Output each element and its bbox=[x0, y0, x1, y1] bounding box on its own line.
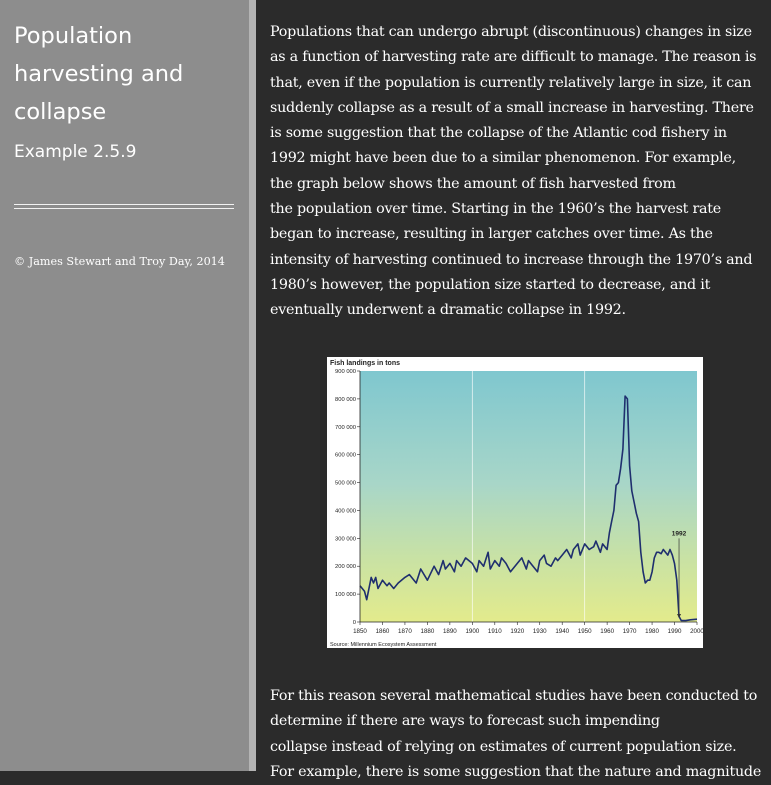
fish-landings-chart bbox=[327, 357, 703, 648]
y-tick-label: 500 000 bbox=[335, 480, 356, 487]
example-subtitle: Example 2.5.9 bbox=[14, 142, 137, 162]
intro-paragraph bbox=[270, 20, 762, 324]
paragraph-line: that, even if the population is currently relatively large in size, it can bbox=[270, 74, 752, 91]
x-tick-label: 1900 bbox=[465, 628, 480, 635]
y-tick-label: 700 000 bbox=[335, 424, 356, 431]
x-tick-label: 1850 bbox=[353, 628, 367, 635]
paragraph-line: 1992 might have been due to a similar phenomenon. For example, bbox=[270, 150, 736, 167]
paragraph-line: the population over time. Starting in the 1960’s the harvest rate bbox=[270, 201, 722, 218]
page-title bbox=[14, 17, 244, 131]
paragraph-line: is some suggestion that the collapse of the Atlantic cod fishery in bbox=[270, 125, 727, 142]
y-tick-label: 0 bbox=[352, 620, 356, 626]
paragraph-line: For example, there is some suggestion that the nature and magnitude bbox=[270, 763, 762, 780]
main-content[interactable] bbox=[256, 0, 771, 780]
x-tick-label: 1940 bbox=[555, 628, 570, 635]
x-tick-label: 1930 bbox=[532, 628, 547, 635]
x-tick-label: 1980 bbox=[645, 628, 659, 635]
x-tick-label: 1880 bbox=[420, 628, 435, 635]
paragraph-line: as a function of harvesting rate are difficult to manage. The reason is bbox=[270, 49, 757, 66]
paragraph-line: intensity of harvesting continued to increase through the 1970’s and bbox=[270, 251, 753, 268]
y-tick-label: 300 000 bbox=[335, 536, 356, 543]
x-tick-label: 1950 bbox=[577, 628, 592, 635]
title-line-2: harvesting and bbox=[14, 61, 184, 87]
copyright-notice: © James Stewart and Troy Day, 2014 bbox=[14, 255, 225, 268]
x-tick-label: 1870 bbox=[398, 628, 412, 635]
paragraph-line: determine if there are ways to forecast such impending bbox=[270, 713, 660, 730]
paragraph-line: the graph below shows the amount of fish harvested from bbox=[270, 175, 676, 192]
x-tick-label: 2000 bbox=[690, 628, 704, 635]
paragraph-line: collapse instead of relying on estimates of current population size. bbox=[270, 738, 737, 755]
paragraph-line: 1980’s however, the population size started to decrease, and it bbox=[270, 276, 711, 293]
paragraph-line: Populations that can undergo abrupt (discontinuous) changes in size bbox=[270, 24, 752, 40]
y-tick-label: 400 000 bbox=[335, 508, 356, 515]
plot-background bbox=[360, 371, 697, 622]
x-tick-label: 1960 bbox=[600, 628, 615, 635]
y-tick-label: 600 000 bbox=[335, 452, 356, 459]
x-tick-label: 1910 bbox=[487, 628, 502, 635]
second-paragraph bbox=[270, 684, 762, 785]
paragraph-line: suddenly collapse as a result of a small increase in harvesting. There bbox=[270, 99, 754, 116]
chart-title: Fish landings in tons bbox=[330, 360, 400, 367]
x-tick-label: 1890 bbox=[442, 628, 457, 635]
chart-svg bbox=[327, 357, 703, 648]
x-tick-label: 1860 bbox=[375, 628, 390, 635]
y-tick-label: 800 000 bbox=[335, 396, 356, 403]
sidebar-divider bbox=[14, 204, 234, 209]
panel-divider bbox=[249, 0, 256, 771]
sidebar bbox=[0, 0, 249, 771]
x-tick-label: 1920 bbox=[510, 628, 525, 635]
paragraph-line: began to increase, resulting in larger catches over time. As the bbox=[270, 226, 713, 243]
annotation-label: 1992 bbox=[671, 530, 687, 538]
x-tick-label: 1970 bbox=[622, 628, 637, 635]
title-line-3: collapse bbox=[14, 99, 107, 125]
y-tick-label: 100 000 bbox=[335, 592, 356, 599]
title-line-1: Population bbox=[14, 23, 133, 49]
y-tick-label: 900 000 bbox=[335, 369, 356, 375]
x-tick-label: 1990 bbox=[667, 628, 682, 635]
paragraph-line: eventually underwent a dramatic collapse in 1992. bbox=[270, 302, 626, 319]
chart-source: Source: Millennium Ecosystem Assessment bbox=[330, 642, 437, 648]
y-tick-label: 200 000 bbox=[335, 564, 356, 571]
paragraph-line: For this reason several mathematical studies have been conducted to bbox=[270, 688, 758, 704]
